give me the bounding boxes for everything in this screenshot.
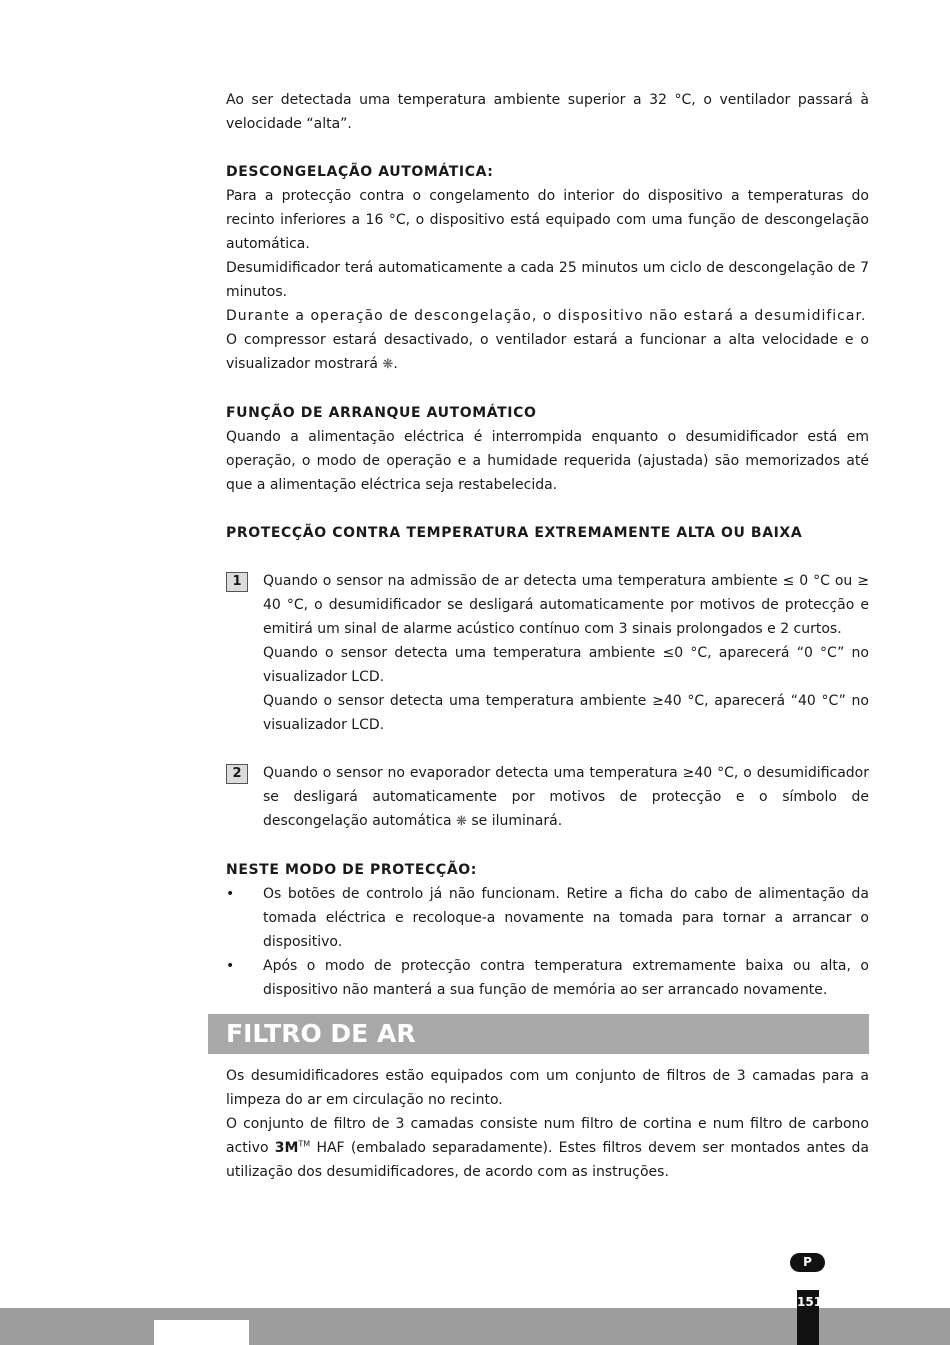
- page-number: 151: [797, 1290, 819, 1345]
- protection-item-2: [226, 761, 869, 834]
- step-number-badge: 1: [226, 572, 248, 592]
- protection-mode-heading: NESTE MODO DE PROTECÇÃO:: [226, 862, 477, 878]
- autostart-paragraph: Quando a alimentação eléctrica é interrompida enquanto o desumidificador está em operação, o modo de operação e a humidade requerida (ajustada) são memorizados até que a alimentação eléctrica seja restabelecida.: [226, 429, 869, 493]
- autostart-heading: FUNÇÃO DE ARRANQUE AUTOMÁTICO: [226, 405, 537, 421]
- defrost-paragraph-2: Desumidificador terá automaticamente a cada 25 minutos um ciclo de descongelação de 7 minutos.: [226, 260, 869, 300]
- filter-paragraph-1: Os desumidificadores estão equipados com um conjunto de filtros de 3 camadas para a limpeza do ar em circulação no recinto.: [226, 1068, 869, 1108]
- defrost-icon: ❋: [382, 357, 394, 372]
- protection-heading: PROTECÇÃO CONTRA TEMPERATURA EXTREMAMENTE ALTA OU BAIXA: [226, 525, 803, 541]
- protection-item-2-text: Quando o sensor no evaporador detecta uma temperatura ≥40 °C, o desumidificador se desligará automaticamente por motivos de protecção e o símbolo de descongelação automática ❋ se iluminará.: [263, 765, 869, 829]
- intro-paragraph: Ao ser detectada uma temperatura ambiente superior a 32 °C, o ventilador passará à velocidade “alta”.: [226, 92, 869, 132]
- language-badge: P: [790, 1253, 825, 1272]
- step-number-badge: 2: [226, 764, 248, 784]
- filter-paragraph-2: O conjunto de filtro de 3 camadas consiste num filtro de cortina e num filtro de carbono activo 3M™ HAF (embalado separadamente). Estes filtros devem ser montados antes da utilização dos desumidificadores, de acordo com as instruções.: [226, 1116, 869, 1180]
- list-item: • Após o modo de protecção contra temperatura extremamente baixa ou alta, o dispositivo não manterá a sua função de memória ao ser arrancado novamente.: [226, 954, 869, 1002]
- defrost-paragraph-3: Durante a operação de descongelação, o dispositivo não estará a desumidificar.: [226, 308, 867, 324]
- bullet-icon: •: [226, 958, 235, 974]
- section-title: FILTRO DE AR: [226, 1019, 416, 1048]
- section-title-bar: [208, 1014, 869, 1054]
- page-content: [226, 88, 869, 1184]
- footer-white-block: [154, 1320, 249, 1345]
- defrost-heading: DESCONGELAÇÃO AUTOMÁTICA:: [226, 164, 494, 180]
- protection-item-1-text-2: Quando o sensor detecta uma temperatura ambiente ≤0 °C, aparecerá “0 °C” no visualizador LCD.: [263, 645, 869, 685]
- bullet-icon: •: [226, 886, 235, 902]
- defrost-icon: ❋: [456, 814, 467, 829]
- protection-item-1-text-3: Quando o sensor detecta uma temperatura ambiente ≥40 °C, aparecerá “40 °C” no visualizador LCD.: [263, 693, 869, 733]
- list-item: • Os botões de controlo já não funcionam. Retire a ficha do cabo de alimentação da tomada eléctrica e recoloque-a novamente na tomada para tornar a arrancar o dispositivo.: [226, 882, 869, 954]
- protection-item-1-text-1: Quando o sensor na admissão de ar detecta uma temperatura ambiente ≤ 0 °C ou ≥ 40 °C, o desumidificador se desligará automaticamente por motivos de protecção e emitirá um sinal de alarme acústico contínuo com 3 sinais prolongados e 2 curtos.: [263, 573, 869, 637]
- brand-name: 3M: [274, 1140, 299, 1156]
- trademark: TM: [298, 1139, 311, 1149]
- defrost-paragraph-1: Para a protecção contra o congelamento do interior do dispositivo a temperaturas do recinto inferiores a 16 °C, o dispositivo está equipado com uma função de descongelação automática.: [226, 188, 869, 252]
- protection-item-1: [226, 569, 869, 737]
- defrost-paragraph-4: O compressor estará desactivado, o ventilador estará a funcionar a alta velocidade e o visualizador mostrará ❋.: [226, 332, 869, 372]
